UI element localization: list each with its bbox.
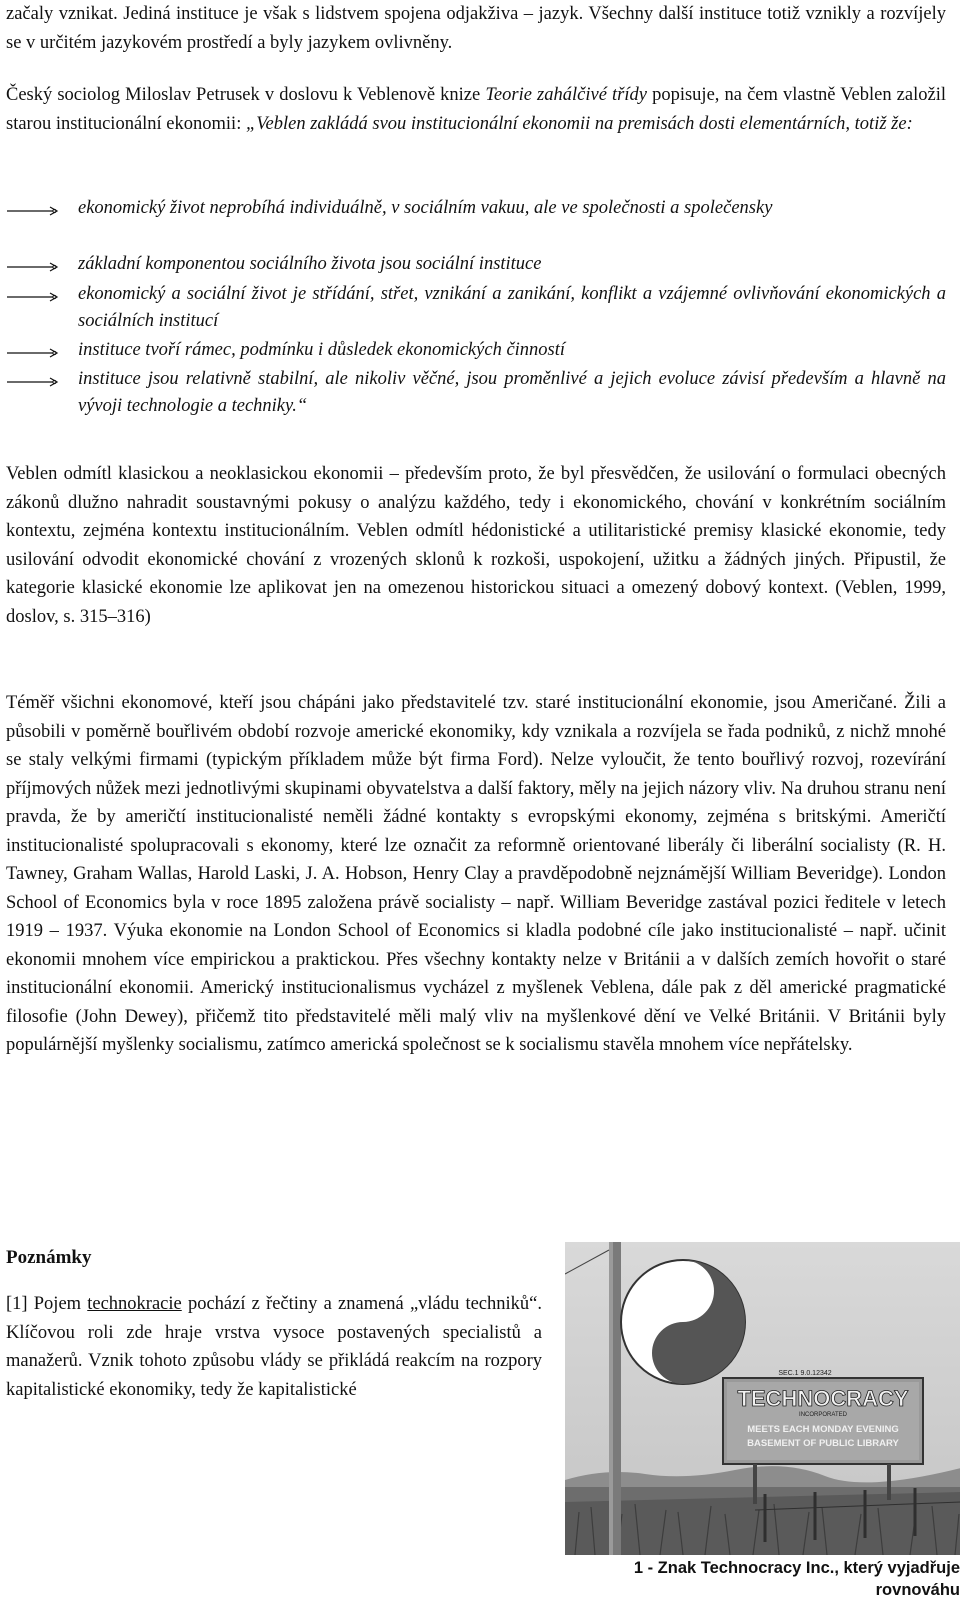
list-item xyxy=(6,251,946,278)
list-item-text: základní komponentou sociálního života jsou sociální instituce xyxy=(78,254,542,274)
arrow-right-icon xyxy=(6,291,60,303)
list-item xyxy=(6,366,946,420)
list-item xyxy=(6,195,946,222)
americans-paragraph: Téměř všichni ekonomové, kteří jsou chápáni jako představitelé tzv. staré institucionální ekonomie, jsou Američané. Žili a působili v poměrně bouřlivém období rozvoje americké ekonomiky, kdy vznikala a rozvíjela se řada podniků, z nichž mnohé se staly velkými firmami (typickým příkladem může být firma Ford). Nelze vyloučit, že tento bouřlivý rozvoj, rozevírání příjmových nůžek mezi jednotlivými skupinami obyvatelstva a další faktory, měly na jejich názory vliv. Na druhou stranu není pravda, že by američtí institucionalisté neměli žádné kontakty s evropskými ekonomy, zejména s britskými. Američtí institucionalisté spolupracovali s ekonomy, které lze označit za reformně orientované liberály či liberální socialisty (R. H. Tawney, Graham Wallas, Harold Laski, J. A. Hobson, Henry Clay a pravděpodobně nejznámější William Beveridge). London School of Economics byla v roce 1895 založena právě socialisty – např. William Beveridge zastával pozici ředitele v letech 1919 – 1937. Výuka ekonomie na London School of Economics si kladla podobné cíle jako institucionalisté – např. učinit ekonomii mnohem více empirickou a praktickou. Přes všechny kontakty nelze v Británii a v dalších zemích hovořit o staré institucionální ekonomii. Americký institucionalismus vycházel z myšlenek Veblena, dále pak z děl americké pragmatické filosofie (John Dewey), přičemž tito představitelé měli malý vliv na myšlenkové dění ve Velké Británii. V Británii byly populárnější myšlenky socialismu, zatímco americká společnost se k socialismu stavěla mnohem více nepřátelsky. xyxy=(6,693,946,1055)
technocracy-photo xyxy=(565,1242,960,1555)
arrow-right-icon xyxy=(6,205,60,217)
technokracie-link[interactable]: technokracie xyxy=(87,1294,182,1314)
list-item xyxy=(6,281,946,335)
list-item-text: ekonomický život neprobíhá individuálně, v sociálním vakuu, ale ve společnosti a společensky xyxy=(78,198,773,218)
figure-caption: 1 - Znak Technocracy Inc., který vyjadřuje rovnováhu xyxy=(633,1559,960,1599)
veblen-paragraph: Veblen odmítl klasickou a neoklasickou ekonomii – především proto, že byl přesvědčen, že usilování o formulaci obecných zákonů dlužno nahradit soustavnými pokusy o analýzu každého, tedy i ekonomického, chování v konkrétním sociálním kontextu, zejména kontextu institucionálním. Veblen odmítl hédonistické a utilitaristické premisy klasické ekonomie, tedy usilování odvodit ekonomické chování z vrozených sklonů k rozkoši, uspokojení, užitku a žádných jiných. Připustil, že kategorie klasické ekonomie lze aplikovat jen na omezenou historickou situaci a omezený dobový kontext. (Veblen, 1999, doslov, s. 315–316) xyxy=(6,464,946,627)
notes-heading: Poznámky xyxy=(6,1247,92,1268)
arrow-right-icon xyxy=(6,261,60,273)
arrow-right-icon xyxy=(6,347,60,359)
petrusek-paragraph xyxy=(6,81,946,138)
sign-line-2: BASEMENT OF PUBLIC LIBRARY xyxy=(747,1438,899,1449)
list-item-text: ekonomický a sociální život je střídání, střet, vznikání a zanikání, konflikt a vzájemné ovlivňování ekonomických a sociálních institucí xyxy=(78,284,946,331)
note-1-text: pochází z řečtiny a znamená „vládu techniků“. Klíčovou roli zde hraje vrstva vysoce postavených specialistů a manažerů. Vznik tohoto způsobu vlády se přikládá reakcím na rozpory kapitalistické ekonomiky, tedy že kapitalistické xyxy=(6,1294,542,1400)
sign-line-1: MEETS EACH MONDAY EVENING xyxy=(747,1424,899,1435)
petrusek-middle: popisuje, na čem vlastně Veblen založil starou institucionální ekonomii: xyxy=(6,85,946,134)
sign-sub-text: INCORPORATED xyxy=(799,1412,847,1418)
list-item-text: instituce tvoří rámec, podmínku i důsledek ekonomických činností xyxy=(78,340,566,360)
book-title: Teorie zahálčivé třídy xyxy=(485,85,647,105)
petrusek-quote: „Veblen zakládá svou institucionální ekonomii na premisách dosti elementárních, totiž že: xyxy=(245,113,913,134)
petrusek-lead: Český sociolog Miloslav Petrusek v doslovu k Veblenově knize xyxy=(6,85,486,105)
note-1-prefix: [1] Pojem xyxy=(6,1294,88,1314)
note-1 xyxy=(6,1290,542,1404)
list-item xyxy=(6,337,946,364)
sign-title-text: TECHNOCRACY xyxy=(737,1386,909,1411)
arrow-right-icon xyxy=(6,376,60,388)
sign-section-text: SEC.1 9.0.12342 xyxy=(778,1370,832,1377)
intro-paragraph: začaly vznikat. Jediná instituce je však s lidstvem spojena odjakživa – jazyk. Všechny další instituce totiž vznikly a rozvíjely se v určitém jazykovém prostředí a byly jazykem ovlivněny. xyxy=(6,4,946,53)
list-item-text: instituce jsou relativně stabilní, ale nikoliv věčné, jsou proměnlivé a jejich evoluce závisí především a hlavně na vývoji technologie a techniky.“ xyxy=(78,369,946,416)
